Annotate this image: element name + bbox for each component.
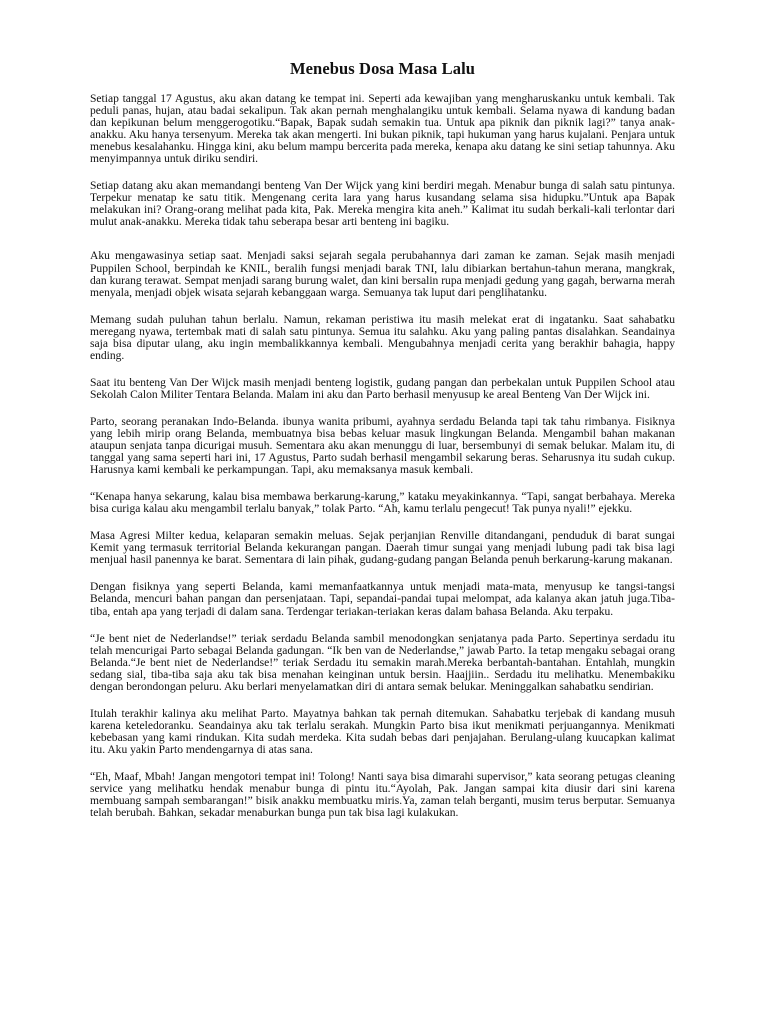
document-page [90, 58, 675, 834]
paragraph: Dengan fisiknya yang seperti Belanda, kami memanfaatkannya untuk menjadi mata-mata, menyusup ke tangsi-tangsi Belanda, mencuri bahan pangan dan persenjataan. Tapi, sepandai-pandai tupai melompat, ada kalanya akan jatuh juga.Tiba-tiba, entah apa yang terjadi di dalam sana. Terdengar teriakan-teriakan keras dalam bahasa Belanda. Aku terpaku. [90, 581, 675, 618]
document-title: Menebus Dosa Masa Lalu [289, 59, 476, 78]
paragraph: Setiap datang aku akan memandangi benteng Van Der Wijck yang kini berdiri megah. Menabur bunga di salah satu pintunya. Terpekur menatap ke satu titik. Mengenang cerita lara yang harus kusandang selama sisa hidupku.”Untuk apa Bapak melakukan ini? Orang-orang melihat pada kita, Pak. Mereka mengira kita aneh.” Kalimat itu sudah berkali-kali terlontar dari mulut anak-anakku. Mereka tidak tahu seberapa besar arti benteng ini bagiku. [90, 180, 675, 229]
paragraph: Itulah terakhir kalinya aku melihat Parto. Mayatnya bahkan tak pernah ditemukan. Sahabatku terjebak di kandang musuh karena keteledoranku. Seandainya aku tak terlalu serakah. Mungkin Parto bisa ikut menikmati perjuangannya. Menikmati kebebasan yang kami rindukan. Kita sudah merdeka. Kita sudah bebas dari penjajahan. Berulang-ulang kuucapkan kalimat itu. Aku yakin Parto mendengarnya di atas sana. [90, 707, 675, 756]
paragraph: “Eh, Maaf, Mbah! Jangan mengotori tempat ini! Tolong! Nanti saya bisa dimarahi supervisor,” kata seorang petugas cleaning service yang melihatku hendak menabur bunga di pintu itu.“Ayolah, Pak. Jangan sampai kita diusir dari sini karena membuang sampah sembarangan!” bisik anakku membuatku miris.Ya, zaman telah berganti, musim terus berputar. Semuanya telah berubah. Bahkan, sekadar menaburkan bunga pun tak bisa lagi kulakukan. [90, 770, 675, 820]
paragraph: “Kenapa hanya sekarung, kalau bisa membawa berkarung-karung,” kataku meyakinkannya. “Tapi, sangat berbahaya. Mereka bisa curiga kalau aku mengambil terlalu banyak,” tolak Parto. “Ah, kamu terlalu pengecut! Tak punya nyali!” ejekku. [90, 491, 675, 516]
paragraph: Setiap tanggal 17 Agustus, aku akan datang ke tempat ini. Seperti ada kewajiban yang mengharuskanku untuk kembali. Tak peduli panas, hujan, atau badai sekalipun. Tak akan pernah menghalangiku untuk kembali. Selama nyawa di kandung badan dan kepikunan belum menggerogotiku.“Bapak, Bapak sudah semakin tua. Untuk apa piknik dan piknik lagi?” tanya anak-anakku. Aku hanya tersenyum. Mereka tak akan mengerti. Ini bukan piknik, tapi hukuman yang harus kujalani. Penjara untuk menebus kesalahanku. Hingga kini, aku belum mampu bercerita pada mereka, kenapa aku datang ke sini setiap tahunnya. Aku menyimpannya untuk diriku sendiri. [90, 93, 675, 166]
paragraph: Aku mengawasinya setiap saat. Menjadi saksi sejarah segala perubahannya dari zaman ke zaman. Sejak masih menjadi Puppilen School, berpindah ke KNIL, beralih fungsi menjadi barak TNI, lalu dibiarkan bertahun-tahun merana, mangkrak, dan kurang terawat. Sempat menjadi sarang burung walet, dan kini bersalin rupa menjadi gedung yang gagah, berwarna merah menyala, menjadi objek wisata sejarah kebanggaan warga. Semuanya tak luput dari penglihatanku. [90, 250, 675, 299]
paragraph: Memang sudah puluhan tahun berlalu. Namun, rekaman peristiwa itu masih melekat erat di ingatanku. Saat sahabatku meregang nyawa, tertembak mati di salah satu pintunya. Semua itu salahku. Aku yang paling pantas disalahkan. Seandainya saja bisa diputar ulang, aku ingin membalikkannya kembali. Mengubahnya menjadi cerita yang berakhir bahagia, happy ending. [90, 313, 675, 362]
paragraph: Masa Agresi Milter kedua, kelaparan semakin meluas. Sejak perjanjian Renville ditandangani, penduduk di barat sungai Kemit yang termasuk territorial Belanda kekurangan pangan. Daerah timur sungai yang menjadi lubung padi tak bisa lagi menjual hasil panennya ke barat. Sementara di lain pihak, gudang-gudang pangan Belanda penuh berkarung-karung makanan. [90, 530, 675, 567]
paragraph: Parto, seorang peranakan Indo-Belanda. ibunya wanita pribumi, ayahnya serdadu Belanda tapi tak tahu rimbanya. Fisiknya yang lebih mirip orang Belanda, membuatnya bisa bebas keluar masuk lingkungan Belanda. Mengambil bahan makanan ataupun senjata tanpa dicurigai musuh. Sementara aku akan menunggu di luar, bersembunyi di semak belukar. Malam itu, di tanggal yang sama seperti hari ini, 17 Agustus, Parto sudah berhasil mengambil sekarung beras. Seharusnya itu sudah cukup. Harusnya kami kembali ke perkampungan. Tapi, aku memaksanya masuk kembali. [90, 415, 675, 477]
paragraph: “Je bent niet de Nederlandse!” teriak serdadu Belanda sambil menodongkan senjatanya pada Parto. Sepertinya serdadu itu telah mencurigai Parto sebagai Belanda gadungan. “Ik ben van de Nederlandse,” jawab Parto. Ia tetap mengaku sebagai orang Belanda.“Je bent niet de Nederlandse!” teriak Serdadu itu semakin marah.Mereka berbantah-bantahan. Entahlah, mungkin sedang sial, tiba-tiba saja aku tak bisa menahan keinginan untuk bersin. Haajjiin.. Serdadu itu melihatku. Menembakiku dengan berondongan peluru. Aku berlari menyelamatkan diri di antara semak belukar. Meninggalkan sahabatku sendirian. [90, 632, 675, 693]
paragraph: Saat itu benteng Van Der Wijck masih menjadi benteng logistik, gudang pangan dan perbekalan untuk Puppilen School atau Sekolah Calon Militer Tentara Belanda. Malam ini aku dan Parto berhasil menyusup ke areal Benteng Van Der Wijck ini. [90, 376, 675, 401]
